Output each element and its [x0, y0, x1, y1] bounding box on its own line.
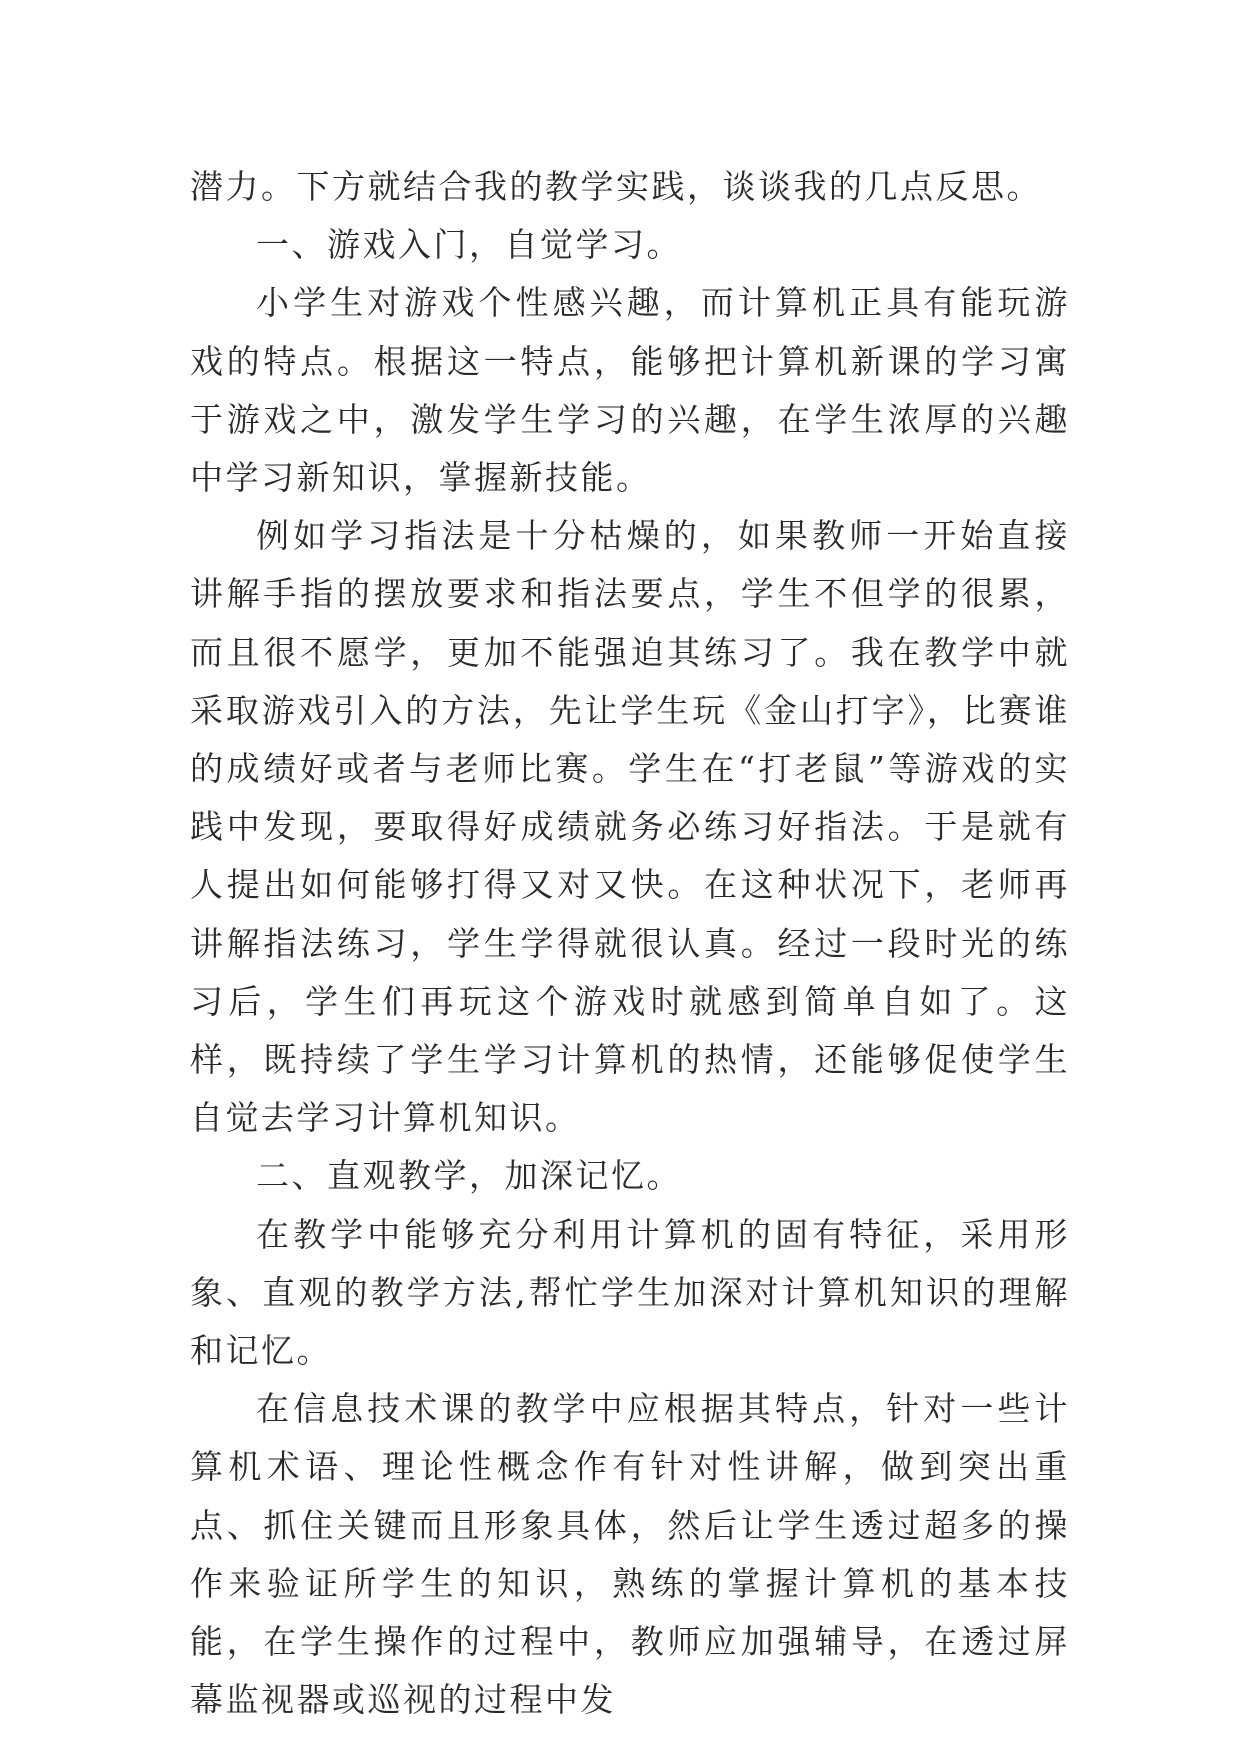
section-heading-visual-teaching: 二、直观教学，加深记忆。	[256, 1156, 682, 1196]
paragraph-intro-continuation: 潜力。下方就结合我的教学实践，谈谈我的几点反思。	[190, 167, 1042, 206]
section-heading-games: 一、游戏入门，自觉学习。	[256, 225, 682, 265]
paragraph-it-course-teaching: 在信息技术课的教学中应根据其特点，针对一些计算机术语、理论性概念作有针对性讲解，做到突出重点、抓住关键而且形象具体，然后让学生透过超多的操作来验证所学生的知识，熟练的掌握计算机的基本技能，在学生操作的过程中，教师应加强辅导，在透过屏幕监视器或巡视的过程中发	[190, 1389, 1070, 1720]
paragraph-visual-methods: 在教学中能够充分利用计算机的固有特征，采用形象、直观的教学方法,帮忙学生加深对计算机知识的理解和记忆。	[190, 1214, 1070, 1371]
paragraph-typing-example: 例如学习指法是十分枯燥的，如果教师一开始直接讲解手指的摆放要求和指法要点，学生不但学的很累，而且很不愿学，更加不能强迫其练习了。我在教学中就采取游戏引入的方法，先让学生玩《金山打字》，比赛谁的成绩好或者与老师比赛。学生在“打老鼠”等游戏的实践中发现，要取得好成绩就务必练习好指法。于是就有人提出如何能够打得又对又快。在这种状况下，老师再讲解指法练习，学生学得就很认真。经过一段时光的练习后，学生们再玩这个游戏时就感到简单自如了。这样，既持续了学生学习计算机的热情，还能够促使学生自觉去学习计算机知识。	[190, 516, 1070, 1138]
paragraph-games-interest: 小学生对游戏个性感兴趣，而计算机正具有能玩游戏的特点。根据这一特点，能够把计算机新课的学习寓于游戏之中，激发学生学习的兴趣，在学生浓厚的兴趣中学习新知识，掌握新技能。	[190, 283, 1070, 498]
document-body	[190, 158, 1070, 1729]
